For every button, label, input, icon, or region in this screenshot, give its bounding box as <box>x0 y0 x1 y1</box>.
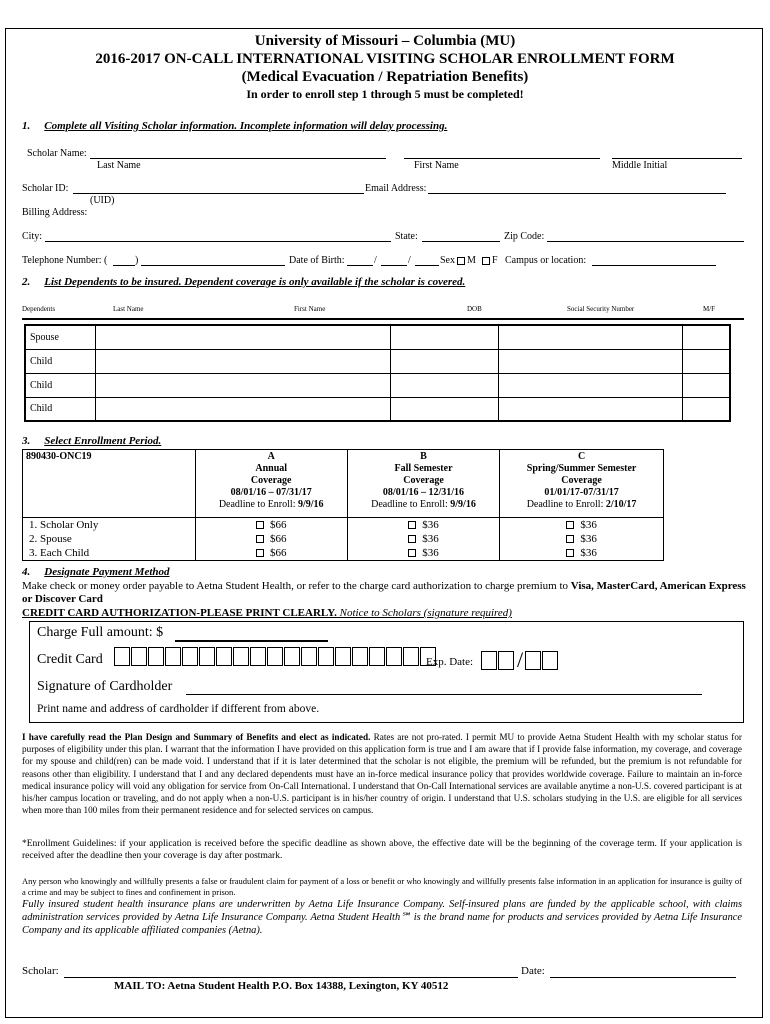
checkbox-icon[interactable] <box>408 521 416 529</box>
dob-day-field[interactable] <box>381 265 407 266</box>
header-university: University of Missouri – Columbia (MU) <box>254 33 516 49</box>
middle-initial-field[interactable] <box>612 158 742 159</box>
header-form-title: 2016-2017 ON-CALL INTERNATIONAL VISITING SCHOLAR ENROLLMENT FORM <box>95 51 675 67</box>
sex-m-checkbox[interactable] <box>457 257 465 265</box>
exp-box[interactable] <box>481 651 497 670</box>
dependent-name-cell[interactable] <box>96 373 391 397</box>
digit-box[interactable] <box>267 647 283 666</box>
option-b-scholar[interactable] <box>347 518 499 533</box>
dob-label: Date of Birth: <box>289 255 345 266</box>
option-a-child[interactable] <box>195 546 347 561</box>
telephone-close-paren: ) <box>135 255 139 266</box>
dob-year-field[interactable] <box>415 265 439 266</box>
dependents-table-wrap <box>24 324 731 422</box>
city-label: City: <box>22 231 43 242</box>
digit-box[interactable] <box>386 647 402 666</box>
option-c-spouse[interactable] <box>500 532 664 546</box>
exp-date-boxes[interactable] <box>481 647 559 673</box>
legal-bold-lead: I have carefully read the Plan Design and Summary of Benefits and elect as indicated. <box>22 732 371 742</box>
checkbox-icon[interactable] <box>566 535 574 543</box>
dependent-row-child-3 <box>25 397 730 421</box>
mail-to-address: MAIL TO: Aetna Student Health P.O. Box 14388, Lexington, KY 40512 <box>114 980 449 992</box>
telephone-label: Telephone Number: ( <box>22 255 108 266</box>
legal-paragraph-1 <box>22 731 742 816</box>
digit-box[interactable] <box>148 647 164 666</box>
col-last-name: Last Name <box>113 305 144 313</box>
col-dependents: Dependents <box>22 305 56 313</box>
scholar-signature-field[interactable] <box>64 977 518 978</box>
signature-label: Signature of Cardholder <box>37 679 173 694</box>
state-field[interactable] <box>422 241 500 242</box>
zip-field[interactable] <box>547 241 744 242</box>
section2-heading <box>22 276 465 288</box>
period-c <box>500 450 664 518</box>
period-b <box>347 450 499 518</box>
digit-box[interactable] <box>114 647 130 666</box>
price: $36 <box>580 533 597 545</box>
credit-card-label: Credit Card <box>37 652 103 667</box>
enrollment-guidelines: *Enrollment Guidelines: if your application is received before the specific deadline as shown above, the effective date will be the beginning of the coverage term. If your application is received after the deadline then your coverage is day after postmark. <box>22 839 742 862</box>
deadline-date: 9/9/16 <box>450 499 476 510</box>
exp-box[interactable] <box>525 651 541 670</box>
last-name-caption: Last Name <box>97 160 141 171</box>
dependent-name-cell[interactable] <box>96 397 391 421</box>
period-coverage: Coverage <box>561 475 602 486</box>
scholar-id-label: Scholar ID: <box>22 183 69 194</box>
option-a-scholar[interactable] <box>195 518 347 533</box>
digit-box[interactable] <box>403 647 419 666</box>
exp-date-label: Exp. Date: <box>426 656 474 668</box>
payment-instructions <box>22 580 752 606</box>
price: $66 <box>269 533 287 545</box>
digit-box[interactable] <box>233 647 249 666</box>
digit-box[interactable] <box>352 647 368 666</box>
plan-code: 890430-ONC19 <box>23 450 196 518</box>
section4-title: Designate Payment Method <box>44 566 170 578</box>
first-name-caption: First Name <box>414 160 459 171</box>
digit-box[interactable] <box>216 647 232 666</box>
sex-m-label: M <box>467 255 476 266</box>
digit-box[interactable] <box>284 647 300 666</box>
section3-number: 3. <box>22 435 31 447</box>
section1-title: Complete all Visiting Scholar information. Incomplete information will delay processing. <box>44 120 448 132</box>
option-b-child[interactable] <box>347 546 499 561</box>
deadline-label: Deadline to Enroll: <box>371 499 448 510</box>
state-label: State: <box>395 231 418 242</box>
option-b-spouse[interactable] <box>347 532 499 546</box>
dependent-first-name-cell[interactable] <box>499 397 682 421</box>
period-name: Spring/Summer Semester <box>526 463 637 474</box>
area-code-field[interactable] <box>113 265 135 266</box>
digit-box[interactable] <box>165 647 181 666</box>
checkbox-icon[interactable] <box>566 521 574 529</box>
print-name-label: Print name and address of cardholder if different from above. <box>37 703 320 715</box>
dependent-dob-cell[interactable] <box>391 373 499 397</box>
city-field[interactable] <box>45 241 391 242</box>
telephone-field[interactable] <box>141 265 285 266</box>
email-label: Email Address: <box>365 183 427 194</box>
enrollment-header-row <box>23 450 664 518</box>
dependents-header-rule <box>22 318 744 320</box>
section4-number: 4. <box>22 566 31 578</box>
billing-address-label: Billing Address: <box>22 207 88 218</box>
dependent-ssn-cell[interactable] <box>682 349 730 373</box>
dependent-type: Child <box>25 397 96 421</box>
option-a-spouse[interactable] <box>195 532 347 546</box>
card-types: Visa, MasterCard, American Express or Discover Card <box>22 580 746 605</box>
exp-box[interactable] <box>498 651 514 670</box>
period-dates: 08/01/16 – 12/31/16 <box>382 487 465 498</box>
enrollment-row-label: 3. Each Child <box>23 546 196 561</box>
option-c-child[interactable] <box>500 546 664 561</box>
enrollment-table-wrap <box>22 449 664 561</box>
period-coverage: Coverage <box>403 475 444 486</box>
zip-label: Zip Code: <box>504 231 545 242</box>
dependent-ssn-cell[interactable] <box>682 373 730 397</box>
enrollment-row-label: 1. Scholar Only <box>23 518 196 533</box>
enrollment-row-child <box>23 546 664 561</box>
dependent-first-name-cell[interactable] <box>499 349 682 373</box>
price: $66 <box>269 547 287 559</box>
digit-box[interactable] <box>301 647 317 666</box>
dependents-table <box>24 324 731 422</box>
date-label: Date: <box>521 965 545 977</box>
section2-number: 2. <box>22 276 31 288</box>
period-letter: C <box>577 451 586 462</box>
legal-body: Rates are not pro-rated. I permit MU to provide Aetna Student Health with my scholar status for purposes of eligibility under this plan. I warrant that the information I have provided on this application form is true and I am aware that if I provide false information, my coverage, and coverage for my spouse and child(ren) can be made void. I understand that if it is later determined that the scholar is not eligible, the premium will be refunded, but the premium is not refundable for reasons other than eligibility. I understand that I and any declared dependents must have an in-force medical insurance policy that provides worldwide coverage. Failure to maintain an in-force medical insurance policy will void any obligation for service from On-Call International. I understand that On-Call International services are available anytime a non-U.S. covered participant is at his/her campus location or traveling, and do not apply when a non-U.S. participant is in his/her country of origin. I understand that U.S. scholars studying in the U.S. are eligible for all services when more than 100 miles from their permanent residence and for selected services on campus. <box>22 732 742 816</box>
col-ssn: Social Security Number <box>567 305 635 313</box>
exp-slash: / <box>517 647 524 672</box>
enrollment-row-scholar <box>23 518 664 533</box>
digit-box[interactable] <box>369 647 385 666</box>
scholar-name-label: Scholar Name: <box>27 148 87 159</box>
period-letter: A <box>267 451 275 462</box>
price: $66 <box>269 519 287 531</box>
campus-label: Campus or location: <box>505 255 587 266</box>
checkbox-icon[interactable] <box>566 549 574 557</box>
period-dates: 08/01/16 – 07/31/17 <box>230 487 312 498</box>
price: $36 <box>422 533 439 545</box>
checkbox-icon[interactable] <box>256 549 264 557</box>
checkbox-icon[interactable] <box>408 535 416 543</box>
price: $36 <box>422 547 439 559</box>
dependent-row-spouse <box>25 325 730 349</box>
digit-box[interactable] <box>131 647 147 666</box>
exp-box[interactable] <box>542 651 558 670</box>
period-coverage: Coverage <box>250 475 292 486</box>
card-number-boxes[interactable] <box>114 647 437 666</box>
period-deadline <box>501 499 662 511</box>
email-field[interactable] <box>428 193 726 194</box>
sex-f-label: F <box>492 255 498 266</box>
digit-box[interactable] <box>335 647 351 666</box>
period-letter: B <box>420 451 427 462</box>
enrollment-period-table <box>22 449 664 561</box>
section3-title: Select Enrollment Period. <box>44 435 162 447</box>
signature-notice: Notice to Scholars (signature required) <box>336 607 512 619</box>
price: $36 <box>422 519 439 531</box>
digit-box[interactable] <box>250 647 266 666</box>
dependent-ssn-cell[interactable] <box>682 325 730 349</box>
dependent-ssn-cell[interactable] <box>682 397 730 421</box>
digit-box[interactable] <box>182 647 198 666</box>
cc-auth-heading: CREDIT CARD AUTHORIZATION-PLEASE PRINT CLEARLY. <box>22 607 337 619</box>
dependent-first-name-cell[interactable] <box>499 373 682 397</box>
dependent-type: Child <box>25 373 96 397</box>
deadline-date: 2/10/17 <box>605 499 637 510</box>
price: $36 <box>580 547 597 559</box>
deadline-date: 9/9/16 <box>297 499 324 510</box>
checkbox-icon[interactable] <box>408 549 416 557</box>
period-deadline <box>197 499 346 511</box>
dependent-dob-cell[interactable] <box>391 325 499 349</box>
section1-heading <box>22 120 447 132</box>
cc-auth-line <box>22 607 512 619</box>
option-c-scholar[interactable] <box>500 518 664 533</box>
header-subtitle: (Medical Evacuation / Repatriation Benefits) <box>241 69 529 85</box>
deadline-label: Deadline to Enroll: <box>526 499 604 510</box>
enrollment-row-label: 2. Spouse <box>23 532 196 546</box>
section4-heading <box>22 566 170 578</box>
checkbox-icon[interactable] <box>256 535 264 543</box>
period-name: Fall Semester <box>394 463 453 474</box>
sex-f-checkbox[interactable] <box>482 257 490 265</box>
section2-title: List Dependents to be insured. Dependent coverage is only available if the scholar is covered. <box>44 276 466 288</box>
period-a <box>195 450 347 518</box>
campus-field[interactable] <box>592 265 716 266</box>
section1-number: 1. <box>22 120 31 132</box>
digit-box[interactable] <box>199 647 215 666</box>
dependent-row-child-1 <box>25 349 730 373</box>
col-dob: DOB <box>467 305 482 313</box>
period-name: Annual <box>255 463 288 474</box>
scholar-signature-label: Scholar: <box>22 965 59 977</box>
last-name-field[interactable] <box>90 158 386 159</box>
section3-heading <box>22 435 161 447</box>
dependent-dob-cell[interactable] <box>391 349 499 373</box>
col-first-name: First Name <box>294 305 326 313</box>
dob-month-field[interactable] <box>347 265 373 266</box>
fraud-warning: Any person who knowingly and willfully presents a false or fraudulent claim for payment of a loss or benefit or who knowingly and willfully presents false information in an application for insurance is guilty of a crime and may be subject to fines and confinement in prison. <box>22 876 742 897</box>
dependent-row-child-2 <box>25 373 730 397</box>
period-deadline <box>349 499 498 511</box>
dependent-first-name-cell[interactable] <box>499 325 682 349</box>
checkbox-icon[interactable] <box>256 521 264 529</box>
dependent-name-cell[interactable] <box>96 325 391 349</box>
uid-caption: (UID) <box>90 195 115 206</box>
header-instruction: In order to enroll step 1 through 5 must be completed! <box>246 87 524 101</box>
dependent-type: Spouse <box>25 325 96 349</box>
date-field[interactable] <box>550 977 736 978</box>
charge-amount-label: Charge Full amount: $ <box>37 625 164 640</box>
digit-box[interactable] <box>318 647 334 666</box>
scholar-id-field[interactable] <box>73 193 364 194</box>
middle-initial-caption: Middle Initial <box>612 160 668 171</box>
dob-slash-2: / <box>408 255 411 266</box>
period-dates: 01/01/17-07/31/17 <box>544 487 619 498</box>
charge-amount-field[interactable] <box>175 640 328 642</box>
price: $36 <box>580 519 597 531</box>
dependent-dob-cell[interactable] <box>391 397 499 421</box>
enrollment-row-spouse <box>23 532 664 546</box>
deadline-label: Deadline to Enroll: <box>218 499 296 510</box>
dependent-name-cell[interactable] <box>96 349 391 373</box>
payment-text: Make check or money order payable to Aetna Student Health, or refer to the charge card authorization to charge premium to <box>22 580 571 592</box>
dob-slash-1: / <box>374 255 377 266</box>
signature-field[interactable] <box>186 694 702 695</box>
first-name-field[interactable] <box>404 158 600 159</box>
sex-label: Sex <box>440 255 455 266</box>
dependent-type: Child <box>25 349 96 373</box>
col-mf: M/F <box>703 305 716 313</box>
underwriting-notice: Fully insured student health insurance plans are underwritten by Aetna Life Insurance Company. Self-insured plans are funded by the applicable school, with claims administration services provided by Aetna Life Insurance Company. Aetna Student Health℠ is the brand name for products and services provided by Aetna Life Insurance Company and its applicable affiliated companies (Aetna). <box>22 899 742 937</box>
